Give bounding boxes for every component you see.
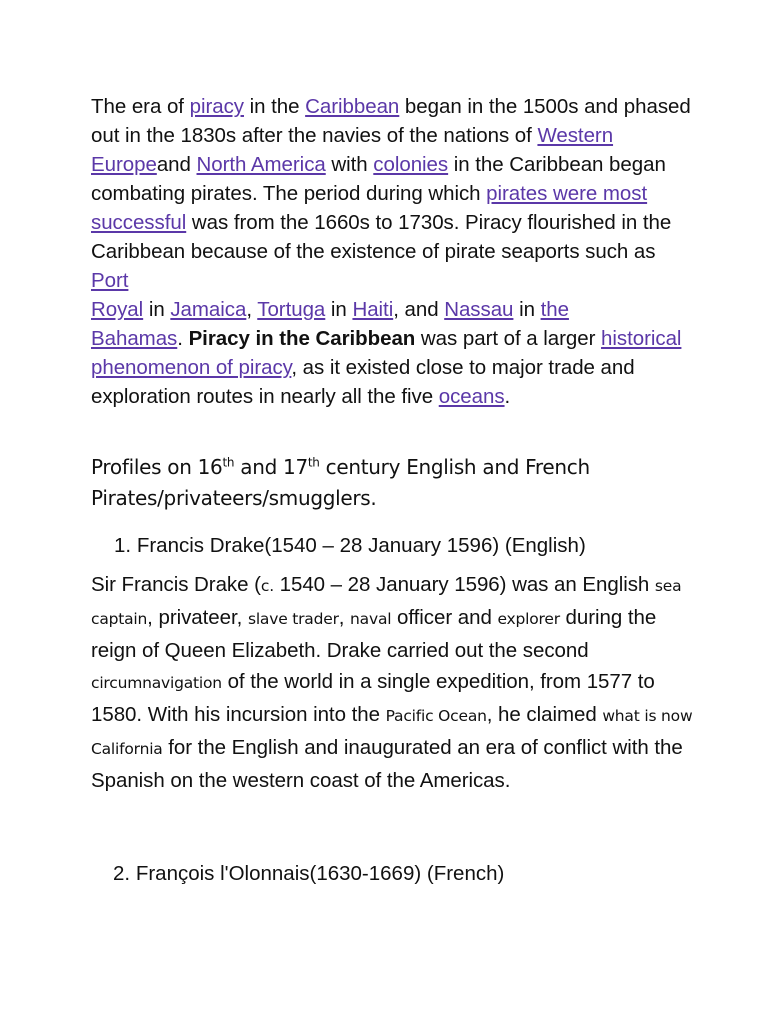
profile-details: (1630-1669) (French) bbox=[309, 862, 505, 885]
link-caribbean[interactable]: Caribbean bbox=[305, 95, 400, 118]
intro-text: , and bbox=[393, 298, 445, 321]
body-text: naval bbox=[350, 610, 392, 628]
link-piracy[interactable]: piracy bbox=[189, 95, 244, 118]
intro-text: The era of bbox=[91, 95, 190, 118]
link-haiti[interactable]: Haiti bbox=[352, 298, 394, 321]
link-historical-phenomenon[interactable]: historical phenomenon of piracy bbox=[91, 327, 682, 379]
intro-text: was from the 1660s to 1730s. Piracy flourished in the Caribbean because of the existence of pirate seaports such as bbox=[91, 211, 672, 263]
link-the-bahamas[interactable]: the bbox=[540, 298, 569, 321]
drake-paragraph bbox=[91, 569, 701, 796]
heading-text: and 17 bbox=[234, 455, 308, 479]
link-the-bahamas[interactable]: Bahamas bbox=[91, 327, 178, 350]
link-pirates-most-successful[interactable]: pirates were most successful bbox=[91, 182, 648, 234]
intro-text: , as it existed close to major trade and exploration routes in nearly all the five bbox=[91, 356, 635, 408]
link-nassau[interactable]: Nassau bbox=[444, 298, 514, 321]
body-text: sea captain bbox=[91, 577, 682, 628]
intro-text: . bbox=[504, 385, 511, 408]
intro-text: was part of a larger bbox=[415, 327, 602, 350]
body-text: officer and bbox=[391, 606, 498, 629]
profile-name: Francis Drake bbox=[136, 534, 265, 557]
body-text: slave trader bbox=[247, 610, 339, 628]
body-text: circumnavigation bbox=[91, 674, 222, 692]
link-port-royal[interactable]: Royal bbox=[91, 298, 144, 321]
body-text: c. bbox=[260, 577, 274, 595]
profile-item-title bbox=[113, 860, 504, 888]
intro-text: in the Caribbean began combating pirates. The period during which bbox=[91, 153, 666, 205]
list-number: 2. bbox=[113, 862, 131, 885]
link-tortuga[interactable]: Tortuga bbox=[257, 298, 326, 321]
intro-text: with bbox=[325, 153, 374, 176]
link-western-europe[interactable]: Western Europe bbox=[91, 124, 614, 176]
body-text: 1540 – 28 January 1596) was an English bbox=[273, 573, 655, 596]
body-text: , bbox=[338, 606, 351, 629]
link-north-america[interactable]: North America bbox=[196, 153, 326, 176]
intro-text: in bbox=[143, 298, 171, 321]
body-text: , privateer, bbox=[147, 606, 248, 629]
intro-text: in bbox=[513, 298, 541, 321]
body-text: what is now California bbox=[91, 707, 693, 758]
link-oceans[interactable]: oceans bbox=[438, 385, 505, 408]
ordinal-suffix: th bbox=[307, 455, 320, 470]
heading-text: century English and French Pirates/privateers/smugglers. bbox=[91, 455, 590, 510]
body-text: of the world in a single expedition, from 1577 to 1580. With his incursion into the bbox=[91, 670, 655, 726]
body-text: explorer bbox=[497, 610, 560, 628]
body-text: , he claimed bbox=[486, 703, 603, 726]
body-text: during the reign of Queen Elizabeth. Drake carried out the second bbox=[91, 606, 657, 662]
body-text: Pacific Ocean bbox=[385, 707, 487, 725]
intro-text: . bbox=[177, 327, 189, 350]
intro-text: in bbox=[325, 298, 353, 321]
link-port-royal[interactable]: Port bbox=[91, 269, 129, 292]
body-text: for the English and inaugurated an era of conflict with the Spanish on the western coast of the Americas. bbox=[91, 736, 683, 792]
profiles-heading bbox=[91, 452, 691, 514]
intro-paragraph bbox=[91, 92, 691, 411]
link-jamaica[interactable]: Jamaica bbox=[170, 298, 247, 321]
heading-text: Profiles on 16 bbox=[91, 455, 223, 479]
intro-text: began in the 1500s and phased out in the 1830s after the navies of the nations of bbox=[91, 95, 691, 147]
link-colonies[interactable]: colonies bbox=[373, 153, 449, 176]
ordinal-suffix: th bbox=[222, 455, 235, 470]
intro-text: and bbox=[156, 153, 197, 176]
profile-item-title bbox=[114, 532, 586, 560]
list-number: 1. bbox=[114, 534, 132, 557]
bold-term: Piracy in the Caribbean bbox=[188, 327, 416, 350]
profile-name: François l'Olonnais bbox=[135, 862, 310, 885]
body-text: Sir Francis Drake ( bbox=[91, 573, 261, 596]
intro-text: , bbox=[246, 298, 258, 321]
intro-text: in the bbox=[243, 95, 306, 118]
profile-details: (1540 – 28 January 1596) (English) bbox=[264, 534, 586, 557]
